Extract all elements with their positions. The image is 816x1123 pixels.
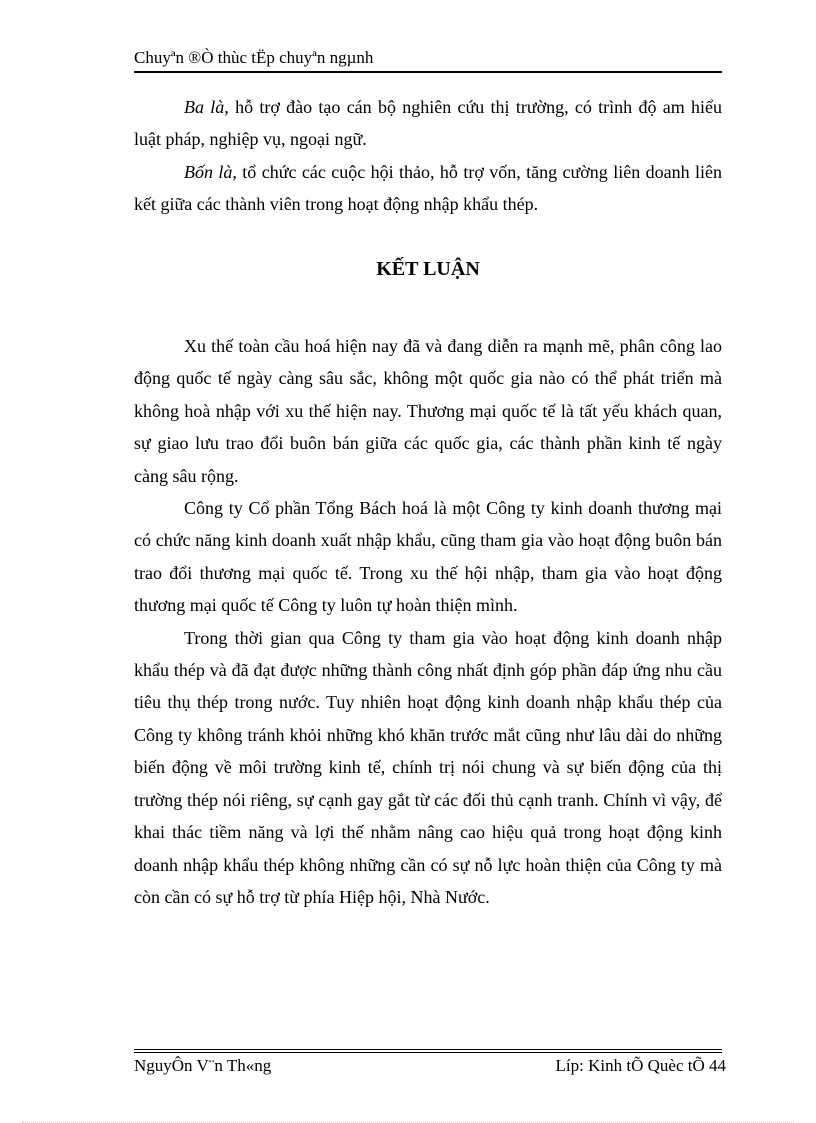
conclusion-paragraph-2: Công ty Cổ phần Tổng Bách hoá là một Công ty kinh doanh thương mại có chức năng kinh doanh xuất nhập khẩu, cũng tham gia vào hoạt động buôn bán trao đổi thương mại quốc tế. Trong xu thế hội nhập, tham gia vào hoạt động thương mại quốc tế Công ty luôn tự hoàn thiện mình.: [134, 498, 722, 616]
footer-class: Líp: Kinh tÕ Quèc tÕ 44: [555, 1056, 726, 1075]
header-rule: [134, 71, 722, 73]
intro-section: [134, 91, 722, 221]
intro-lead-1: Ba là,: [184, 97, 229, 117]
running-footer: [134, 1055, 726, 1077]
intro-paragraph-1: [134, 91, 722, 156]
footer-author: NguyÔn V¨n Th«ng: [134, 1056, 272, 1075]
running-header: Chuyªn ®Ò thùc tËp chuyªn ngµnh: [134, 48, 374, 67]
conclusion-paragraph-1: Xu thế toàn cầu hoá hiện nay đã và đang diễn ra mạnh mẽ, phân công lao động quốc tế ngày càng sâu sắc, không một quốc gia nào có thể phát triển mà không hoà nhập với xu thế hiện nay. Thương mại quốc tế là tất yếu khách quan, sự giao lưu trao đổi buôn bán giữa các quốc gia, các thành phần kinh tế ngày càng sâu rộng.: [134, 336, 722, 486]
conclusion-paragraph-3: Trong thời gian qua Công ty tham gia vào hoạt động kinh doanh nhập khẩu thép và đã đạt được những thành công nhất định góp phần đáp ứng nhu cầu tiêu thụ thép trong nước. Tuy nhiên hoạt động kinh doanh nhập khẩu thép của Công ty không tránh khỏi những khó khăn trước mắt cũng như lâu dài do những biến động về môi trường kinh tế, chính trị nói chung và sự biến động của thị trường thép nói riêng, sự cạnh gay gắt từ các đối thủ cạnh tranh. Chính vì vậy, để khai thác tiềm năng và lợi thế nhằm nâng cao hiệu quả trong hoạt động kinh doanh nhập khẩu thép không những cần có sự nỗ lực hoàn thiện của Công ty mà còn cần có sự hỗ trợ từ phía Hiệp hội, Nhà Nước.: [134, 627, 722, 907]
intro-text-2: tổ chức các cuộc hội thảo, hỗ trợ vốn, tăng cường liên doanh liên kết giữa các thành viên trong hoạt động nhập khẩu thép.: [134, 161, 722, 215]
intro-text-1: hỗ trợ đào tạo cán bộ nghiên cứu thị trường, có trình độ am hiểu luật pháp, nghiệp vụ, ngoại ngữ.: [134, 97, 722, 150]
conclusion-heading: KẾT LUẬN: [376, 258, 480, 280]
intro-paragraph-2: [134, 156, 722, 221]
conclusion-section: [134, 330, 722, 913]
footer-rule: [134, 1049, 722, 1053]
intro-lead-2: Bốn là,: [184, 161, 237, 182]
